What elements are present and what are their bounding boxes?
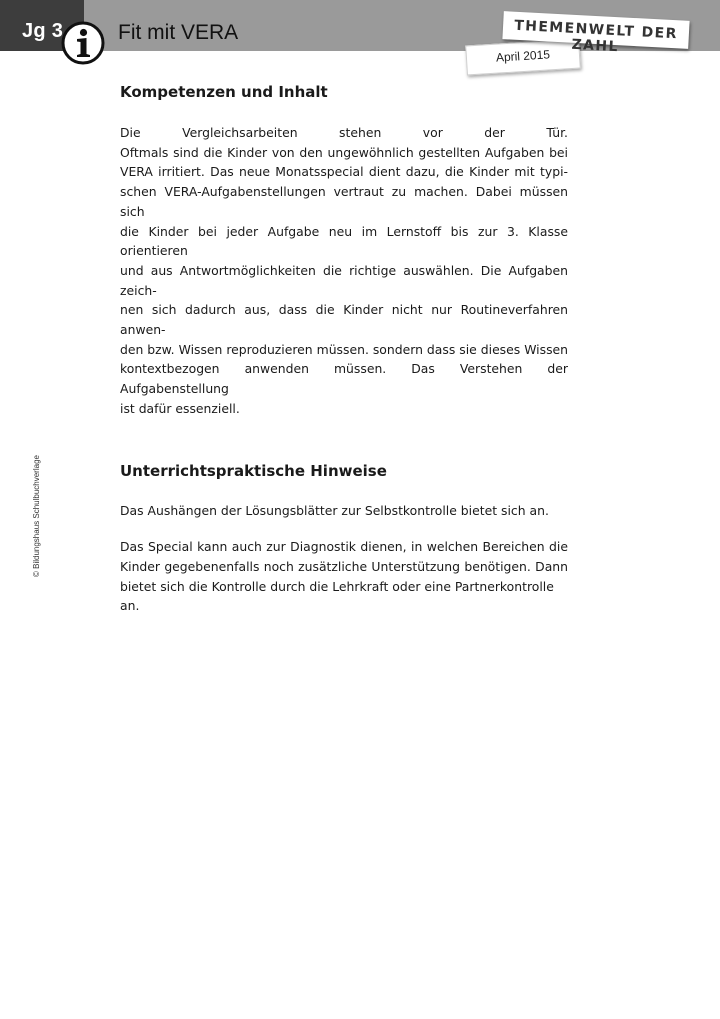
paragraph-diagnostics — [120, 537, 568, 616]
text-line: Das Aushängen der Lösungsblätter zur Selbstkontrolle bietet sich an. — [120, 502, 549, 518]
text-line: Oftmals sind die Kinder von den ungewöhnlich gestellten Aufgaben bei — [120, 144, 568, 160]
theme-banner-label: THEMENWELT DER ZAHL — [513, 17, 679, 56]
paragraph-competences — [120, 123, 568, 419]
text-line: VERA irritiert. Das neue Monatsspecial dient dazu, die Kinder mit typi- — [120, 164, 568, 180]
text-line: Kinder gegebenenfalls noch zusätzliche Unterstützung benötigen. Dann — [120, 558, 568, 574]
text-line: kontextbezogen anwenden müssen. Das Verstehen der Aufgabenstellung — [120, 361, 568, 397]
text-line: und aus Antwortmöglichkeiten die richtige auswählen. Die Aufgaben zeich- — [120, 262, 568, 298]
section-heading-teaching-notes: Unterrichtspraktische Hinweise — [120, 461, 387, 480]
grade-label: Jg 3 — [22, 20, 64, 42]
text-line: Die Vergleichsarbeiten stehen vor der Tür. — [120, 125, 568, 140]
paragraph-solution-sheets — [120, 501, 568, 521]
main-content — [120, 82, 568, 616]
section-heading-competences: Kompetenzen und Inhalt — [120, 83, 328, 101]
text-line: den bzw. Wissen reproduzieren müssen. sondern dass sie dieses Wissen — [120, 341, 568, 357]
text-line: nen sich dadurch aus, dass die Kinder nicht nur Routineverfahren anwen- — [120, 302, 568, 338]
issue-date: April 2015 — [495, 47, 551, 65]
page-title: Fit mit VERA — [118, 21, 239, 44]
text-line: ist dafür essenziell. — [120, 400, 240, 416]
theme-banner — [502, 11, 689, 56]
text-line: bietet sich die Kontrolle durch die Lehrkraft oder eine Partnerkontrolle an. — [120, 578, 554, 614]
theme-badge — [496, 10, 706, 90]
text-line: Das Special kann auch zur Diagnostik dienen, in welchen Bereichen die — [120, 539, 568, 555]
text-line: die Kinder bei jeder Aufgabe neu im Lernstoff bis zur 3. Klasse orientieren — [120, 223, 568, 259]
copyright-note: © Bildungshaus Schulbuchverlage — [32, 455, 41, 577]
text-line: schen VERA-Aufgabenstellungen vertraut zu machen. Dabei müssen sich — [120, 184, 568, 219]
info-icon — [61, 21, 105, 65]
